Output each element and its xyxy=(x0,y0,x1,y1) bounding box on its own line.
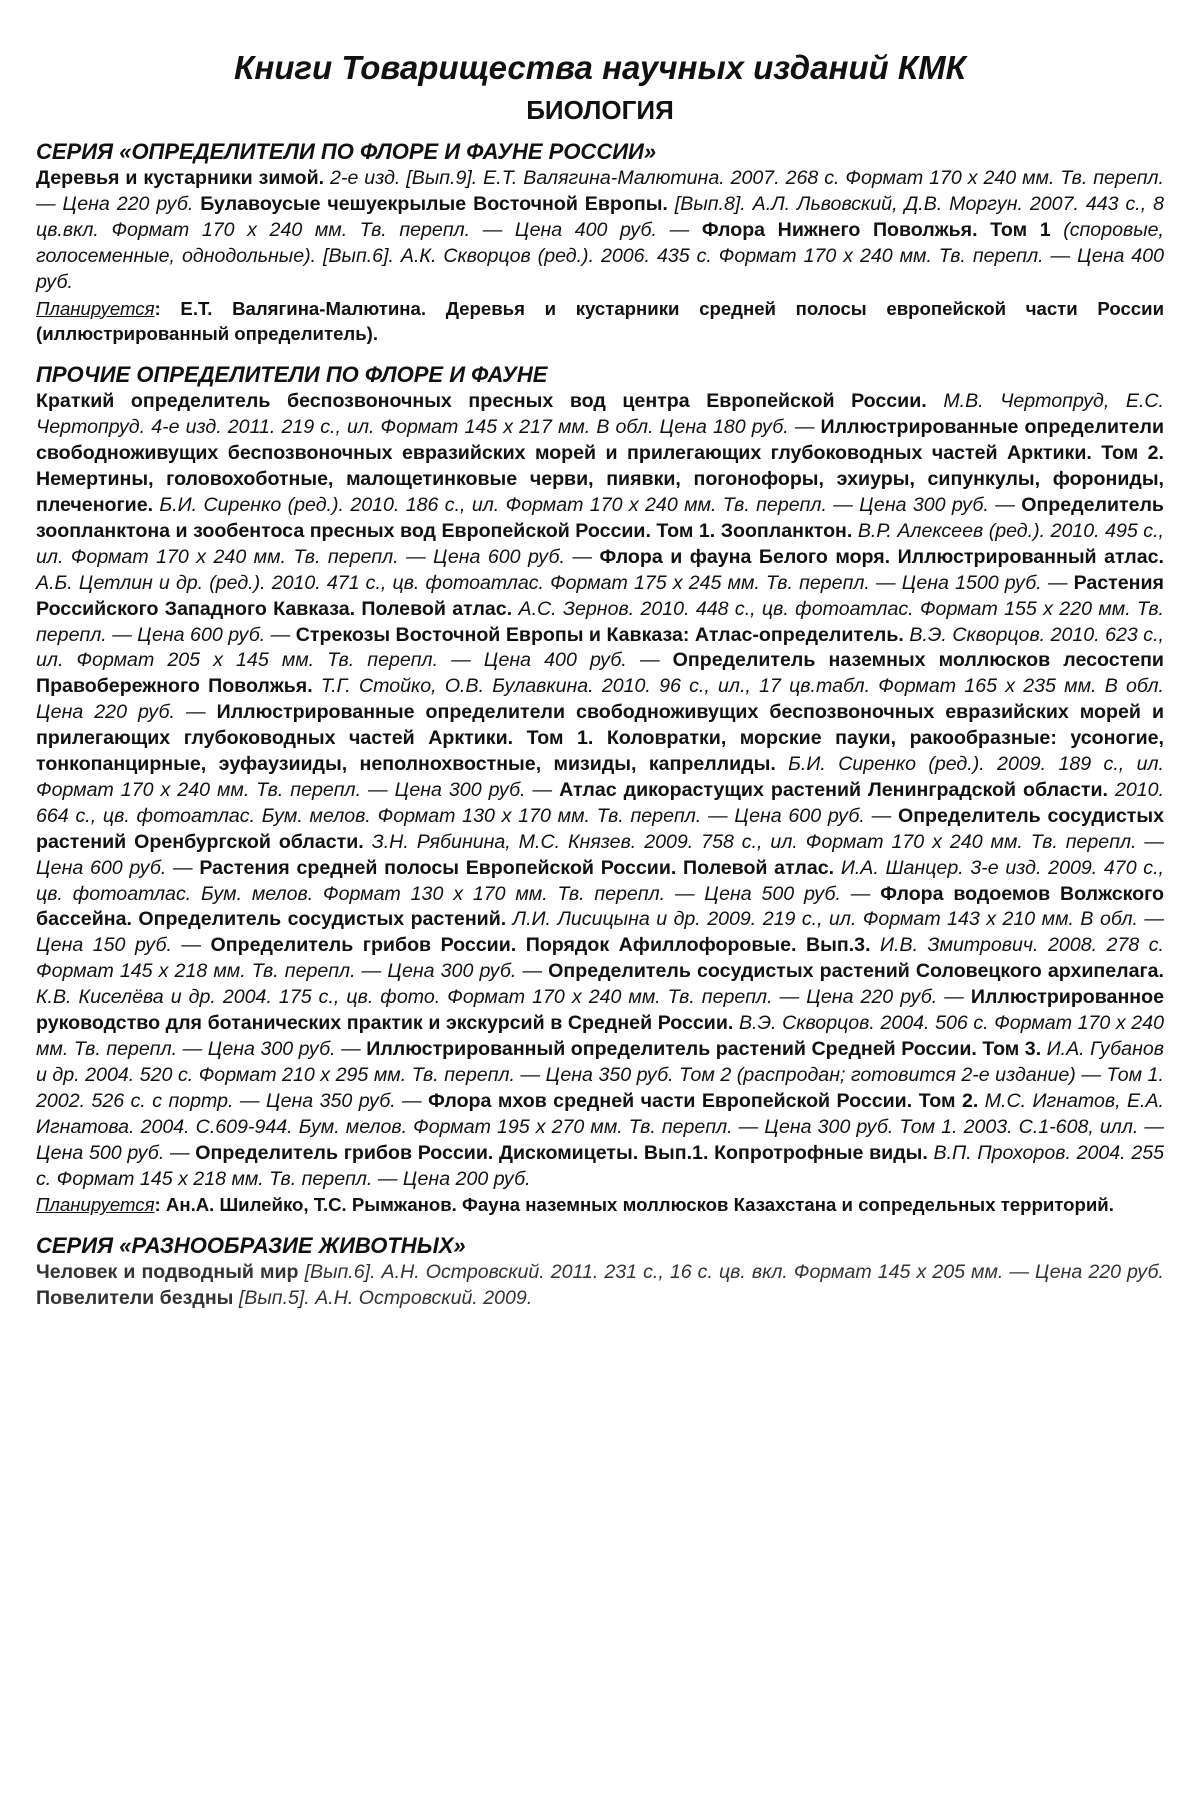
book-details: М.С. Игнатов, Е.А. Игнатова. 2004. С.609-944. Бум. мелов. Формат 195 x 270 мм. Тв. перепл. — Цена 300 руб. Том 1. 2003. С.1-608, илл. — Цена 500 руб. — xyxy=(36,1089,1164,1164)
planned-label: Планируется xyxy=(36,1194,155,1216)
book-details: 2-е изд. [Вып.9]. Е.Т. Валягина-Малютина. 2007. 268 с. Формат 170 x 240 мм. Тв. перепл. — Цена 220 руб. xyxy=(36,167,1164,215)
book-details: В.П. Прохоров. 2004. 255 с. Формат 145 x 218 мм. Тв. перепл. — Цена 200 руб. xyxy=(36,1141,1165,1190)
book-title: Флора и фауна Белого моря. Иллюстрированный атлас. xyxy=(599,545,1164,568)
book-details: [Вып.6]. А.Н. Островский. 2011. 231 с., 16 с. цв. вкл. Формат 145 x 205 мм. — Цена 220 руб. xyxy=(298,1261,1164,1284)
book-title: Деревья и кустарники зимой. xyxy=(36,167,325,189)
book-title: Иллюстрированное руководство для ботанических практик и экскурсий в Средней России. xyxy=(36,986,1164,1035)
book-title: Стрекозы Восточной Европы и Кавказа: Атлас-определитель. xyxy=(295,623,904,646)
book-title: Булавоусые чешуекрылые Восточной Европы. xyxy=(200,192,668,215)
book-title: Флора водоемов Волжского бассейна. Определитель сосудистых растений. xyxy=(36,882,1165,931)
book-details: А.Б. Цетлин и др. (ред.). 2010. 471 с., цв. фотоатлас. Формат 175 x 245 мм. Тв. перепл. — Цена 1500 руб. — xyxy=(36,571,1068,594)
book-title: Иллюстрированный определитель растений Средней России. Том 3. xyxy=(366,1038,1042,1060)
book-details: Т.Г. Стойко, О.В. Булавкина. 2010. 96 с., ил., 17 цв.табл. Формат 165 x 235 мм. В обл. Цена 220 руб. — xyxy=(36,675,1164,724)
book-title: Атлас дикорастущих растений Ленинградской области. xyxy=(559,778,1108,801)
planned-label: Планируется xyxy=(36,297,155,319)
book-details: Л.И. Лисицына и др. 2009. 219 с., ил. Формат 143 x 210 мм. В обл. — Цена 150 руб. — xyxy=(36,908,1164,957)
book-details: [Вып.5]. А.Н. Островский. 2009. xyxy=(233,1287,533,1310)
page-subtitle: БИОЛОГИЯ xyxy=(526,95,674,125)
book-details: В.Э. Скворцов. 2004. 506 с. Формат 170 x 240 мм. Тв. перепл. — Цена 300 руб. — xyxy=(36,1012,1164,1060)
book-details: [Вып.8]. А.Л. Львовский, Д.В. Моргун. 2007. 443 с., 8 цв.вкл. Формат 170 x 240 мм. Тв. перепл. — Цена 400 руб. — xyxy=(36,192,1164,241)
book-details: В.Э. Скворцов. 2010. 623 с., ил. Формат 205 x 145 мм. Тв. перепл. — Цена 400 руб. — xyxy=(36,623,1164,672)
section-heading: СЕРИЯ «РАЗНООБРАЗИЕ ЖИВОТНЫХ» xyxy=(36,1233,466,1259)
book-title: Краткий определитель беспозвоночных пресных вод центра Европейской России. xyxy=(36,390,927,413)
page-title: Книги Товарищества научных изданий КМК xyxy=(234,49,966,86)
book-title: Флора Нижнего Поволжья. Том 1 xyxy=(701,218,1051,241)
section-heading: ПРОЧИЕ ОПРЕДЕЛИТЕЛИ ПО ФЛОРЕ И ФАУНЕ xyxy=(36,362,548,388)
section-body xyxy=(36,389,1164,1192)
book-details: Б.И. Сиренко (ред.). 2009. 189 с., ил. Формат 170 x 240 мм. Тв. перепл. — Цена 300 руб. — xyxy=(36,753,1164,801)
book-details: И.А. Шанцер. 3-е изд. 2009. 470 с., цв. фотоатлас. Бум. мелов. Формат 130 x 170 мм. Тв. перепл. — Цена 500 руб. — xyxy=(36,856,1164,905)
planned-note xyxy=(36,1192,1164,1218)
book-details: И.В. Змитрович. 2008. 278 с. Формат 145 x 218 мм. Тв. перепл. — Цена 300 руб. — xyxy=(36,934,1164,983)
book-details: 2010. 664 с., цв. фотоатлас. Бум. мелов. Формат 130 x 170 мм. Тв. перепл. — Цена 600 руб. — xyxy=(36,778,1165,827)
book-title: Человек и подводный мир xyxy=(36,1261,299,1284)
book-title: Определитель зоопланктона и зообентоса пресных вод Европейской России. Том 1. Зоопланктон. xyxy=(36,493,1164,542)
book-title: Определитель сосудистых растений Соловецкого архипелага. xyxy=(548,960,1164,983)
book-title: Иллюстрированные определители свободноживущих беспозвоночных евразийских морей и прилегающих глубоководных частей Арктики. Том 2. Немертины, головохоботные, малощетинковые черви, пиявки, погонофоры, эхиуры, сипункулы, форониды, плеченогие. xyxy=(36,416,1164,516)
planned-note xyxy=(36,296,1164,348)
book-details: (споровые, голосеменные, однодольные). [Вып.6]. А.К. Скворцов (ред.). 2006. 435 с. Формат 170 x 240 мм. Тв. перепл. — Цена 400 руб. xyxy=(36,218,1164,293)
planned-text: : Е.Т. Валягина-Малютина. Деревья и кустарники средней полосы европейской части России (иллюстрированный определитель). xyxy=(36,297,1164,345)
book-title: Определитель сосудистых растений Оренбургской области. xyxy=(36,804,1164,853)
book-title: Иллюстрированные определители свободноживущих беспозвоночных евразийских морей и прилегающих глубоководных частей Арктики. Том 1. Коловратки, морские пауки, ракообразные: усоногие, тонкопанцирные, эуфаузииды, неполнохвостные, мизиды, капреллиды. xyxy=(36,701,1165,776)
book-title: Растения средней полосы Европейской России. Полевой атлас. xyxy=(199,856,835,879)
book-details: И.А. Губанов и др. 2004. 520 с. Формат 210 x 295 мм. Тв. перепл. — Цена 350 руб. Том 2 (распродан; готовится 2-е издание) — Том 1. 2002. 526 с. с портр. — Цена 350 руб. — xyxy=(36,1038,1164,1112)
section-body xyxy=(36,1260,1164,1312)
book-details: Б.И. Сиренко (ред.). 2010. 186 с., ил. Формат 170 x 240 мм. Тв. перепл. — Цена 300 руб. — xyxy=(153,493,1015,516)
book-title: Определитель грибов России. Дискомицеты. Вып.1. Копротрофные виды. xyxy=(195,1141,928,1164)
book-title: Растения Российского Западного Кавказа. Полевой атлас. xyxy=(36,571,1164,620)
planned-text: : Ан.А. Шилейко, Т.С. Рымжанов. Фауна наземных моллюсков Казахстана и сопредельных территорий. xyxy=(154,1194,1114,1216)
book-title: Определитель наземных моллюсков лесостепи Правобережного Поволжья. xyxy=(36,649,1164,698)
book-details: З.Н. Рябинина, М.С. Князев. 2009. 758 с., ил. Формат 170 x 240 мм. Тв. перепл. — Цена 600 руб. — xyxy=(36,830,1165,879)
book-details: В.Р. Алексеев (ред.). 2010. 495 с., ил. Формат 170 x 240 мм. Тв. перепл. — Цена 600 руб. — xyxy=(36,519,1164,568)
book-details: К.В. Киселёва и др. 2004. 175 с., цв. фото. Формат 170 x 240 мм. Тв. перепл. — Цена 220 руб. — xyxy=(36,986,964,1009)
book-title: Флора мхов средней части Европейской России. Том 2. xyxy=(428,1089,979,1112)
book-details: М.В. Чертопруд, Е.С. Чертопруд. 4-е изд. 2011. 219 с., ил. Формат 145 x 217 мм. В обл. Цена 180 руб. — xyxy=(36,390,1164,439)
book-details: А.С. Зернов. 2010. 448 с., цв. фотоатлас. Формат 155 x 220 мм. Тв. перепл. — Цена 600 руб. — xyxy=(36,597,1164,646)
book-title: Определитель грибов России. Порядок Афиллофоровые. Вып.3. xyxy=(210,934,871,957)
section-heading: СЕРИЯ «ОПРЕДЕЛИТЕЛИ ПО ФЛОРЕ И ФАУНЕ РОССИИ» xyxy=(36,139,657,164)
book-title: Повелители бездны xyxy=(36,1287,234,1310)
section-body xyxy=(36,166,1164,296)
